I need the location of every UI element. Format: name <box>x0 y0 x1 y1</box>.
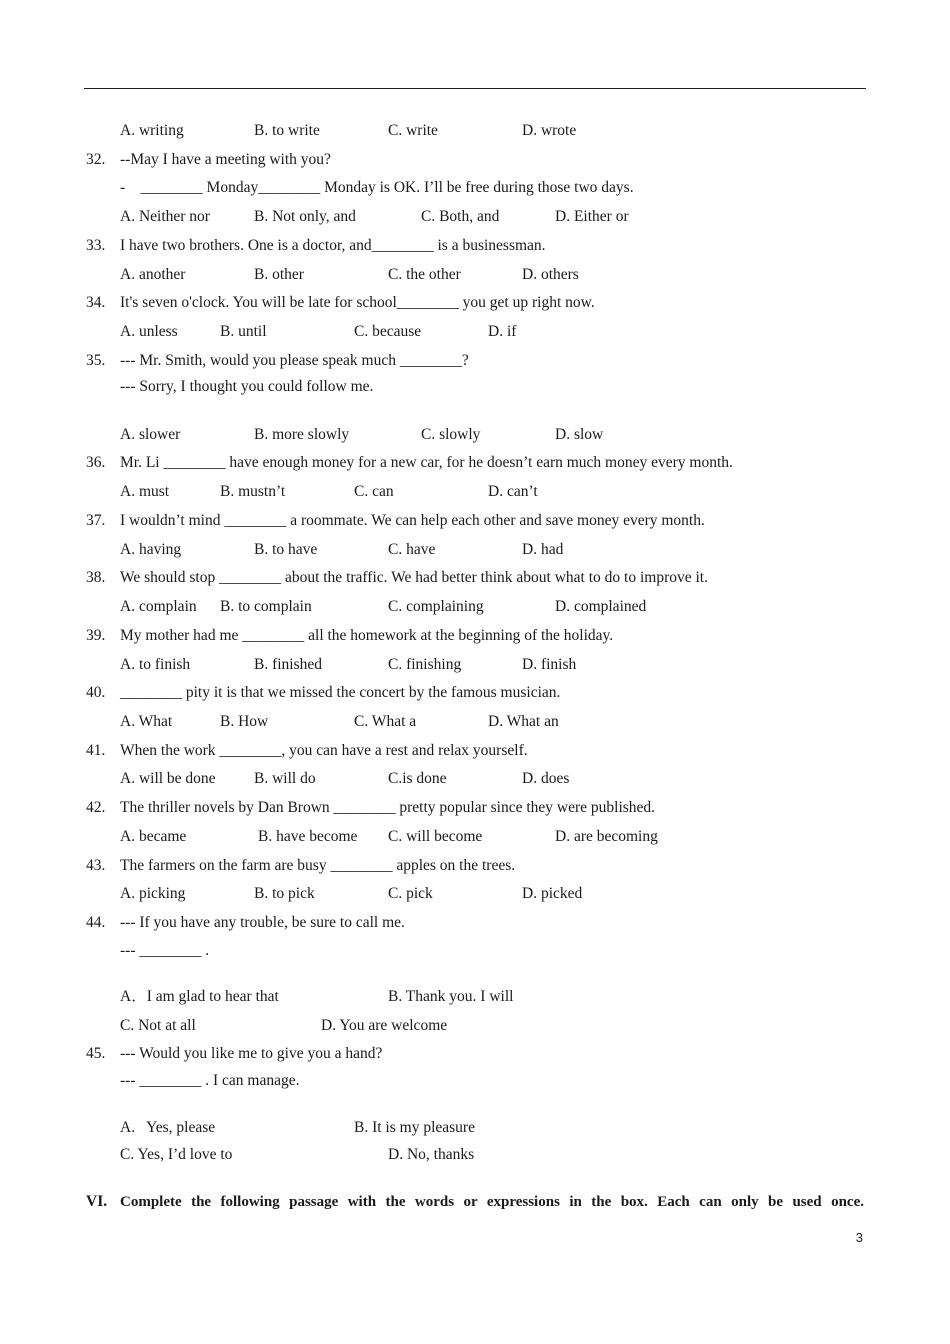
q33-option-c: C. the other <box>388 266 461 283</box>
q40-stem: ________ pity it is that we missed the concert by the famous musician. <box>120 684 561 701</box>
q39-option-b: B. finished <box>254 656 323 673</box>
q38-option-b: B. to complain <box>220 598 312 615</box>
q34-option-a: A. unless <box>120 323 178 340</box>
q32-option-b: B. Not only, and <box>254 208 356 225</box>
q36-stem: Mr. Li ________ have enough money for a new car, for he doesn’t earn much money every month. <box>120 454 733 471</box>
q43-number: 43. <box>86 857 106 874</box>
q40-option-b: B. How <box>220 713 269 730</box>
q42-number: 42. <box>86 799 106 816</box>
q42-option-a: A. became <box>120 828 187 845</box>
q33-option-d: D. others <box>522 266 579 283</box>
q36-number: 36. <box>86 454 106 471</box>
q31-option-b: B. to write <box>254 122 320 139</box>
q40-option-a: A. What <box>120 713 173 730</box>
q42-option-c: C. will become <box>388 828 483 845</box>
q45-option-d: D. No, thanks <box>388 1146 475 1163</box>
q42-stem: The thriller novels by Dan Brown ________ pretty popular since they were published. <box>120 799 656 816</box>
q35-number: 35. <box>86 352 106 369</box>
q35-option-a: A. slower <box>120 426 181 443</box>
q44-option-d: D. You are welcome <box>321 1017 448 1034</box>
q45-option-a: A. Yes, please <box>120 1119 216 1136</box>
q33-option-a: A. another <box>120 266 186 283</box>
section-vi-number: VI. <box>86 1193 108 1210</box>
q32-line2: - ________ Monday________ Monday is OK. I’ll be free during those two days. <box>120 179 634 196</box>
q38-stem: We should stop ________ about the traffic. We had better think about what to do to improve it. <box>120 569 708 586</box>
q45-option-c: C. Yes, I’d love to <box>120 1146 233 1163</box>
section-vi-instructions: Complete the following passage with the words or expressions in the box. Each can only be used once. <box>120 1194 864 1210</box>
q33-option-b: B. other <box>254 266 304 283</box>
q44-option-c: C. Not at all <box>120 1017 196 1034</box>
q39-number: 39. <box>86 627 106 644</box>
q41-option-a: A. will be done <box>120 770 216 787</box>
q40-option-c: C. What a <box>354 713 417 730</box>
q41-option-c: C.is done <box>388 770 447 787</box>
q41-number: 41. <box>86 742 106 759</box>
q41-option-b: B. will do <box>254 770 316 787</box>
q35-option-b: B. more slowly <box>254 426 350 443</box>
q45-number: 45. <box>86 1045 106 1062</box>
q34-option-b: B. until <box>220 323 267 340</box>
q39-option-d: D. finish <box>522 656 577 673</box>
q31-option-a: A. writing <box>120 122 184 139</box>
q33-number: 33. <box>86 237 106 254</box>
q42-option-d: D. are becoming <box>555 828 658 845</box>
q44-option-a: A．I am glad to hear that <box>120 988 279 1005</box>
header-rule <box>84 88 866 89</box>
q34-number: 34. <box>86 294 106 311</box>
q36-option-b: B. mustn’t <box>220 483 286 500</box>
q32-option-c: C. Both, and <box>421 208 500 225</box>
q36-option-a: A. must <box>120 483 170 500</box>
q37-option-d: D. had <box>522 541 564 558</box>
q36-option-c: C. can <box>354 483 394 500</box>
q31-option-c: C. write <box>388 122 438 139</box>
q44-number: 44. <box>86 914 106 931</box>
q45-line2: --- ________ . I can manage. <box>120 1072 300 1089</box>
q38-option-c: C. complaining <box>388 598 484 615</box>
q38-option-d: D. complained <box>555 598 647 615</box>
q36-option-d: D. can’t <box>488 483 538 500</box>
q43-stem: The farmers on the farm are busy ________ apples on the trees. <box>120 857 516 874</box>
q39-stem: My mother had me ________ all the homework at the beginning of the holiday. <box>120 627 614 644</box>
q39-option-a: A. to finish <box>120 656 191 673</box>
q40-number: 40. <box>86 684 106 701</box>
q44-stem: --- If you have any trouble, be sure to call me. <box>120 914 405 931</box>
q39-option-c: C. finishing <box>388 656 462 673</box>
q38-number: 38. <box>86 569 106 586</box>
q45-option-b: B. It is my pleasure <box>354 1119 475 1136</box>
q40-option-d: D. What an <box>488 713 559 730</box>
q37-option-b: B. to have <box>254 541 318 558</box>
q43-option-b: B. to pick <box>254 885 315 902</box>
q38-option-a: A. complain <box>120 598 197 615</box>
q37-number: 37. <box>86 512 106 529</box>
q37-stem: I wouldn’t mind ________ a roommate. We can help each other and save money every month. <box>120 512 705 529</box>
q35-option-d: D. slow <box>555 426 604 443</box>
q43-option-a: A. picking <box>120 885 186 902</box>
q35-stem: --- Mr. Smith, would you please speak much ________? <box>120 352 469 369</box>
q32-option-a: A. Neither nor <box>120 208 210 225</box>
q35-line2: --- Sorry, I thought you could follow me. <box>120 378 374 395</box>
q32-stem: --May I have a meeting with you? <box>120 151 331 168</box>
q34-option-d: D. if <box>488 323 517 340</box>
q34-option-c: C. because <box>354 323 422 340</box>
q32-option-d: D. Either or <box>555 208 629 225</box>
q44-line2: --- ________ . <box>120 942 210 959</box>
q43-option-c: C. pick <box>388 885 433 902</box>
q31-option-d: D. wrote <box>522 122 577 139</box>
q32-number: 32. <box>86 151 106 168</box>
q41-option-d: D. does <box>522 770 570 787</box>
q34-stem: It's seven o'clock. You will be late for school________ you get up right now. <box>120 294 595 311</box>
q43-option-d: D. picked <box>522 885 583 902</box>
q41-stem: When the work ________, you can have a rest and relax yourself. <box>120 742 528 759</box>
page-number: 3 <box>855 1230 863 1245</box>
q44-option-b: B. Thank you. I will <box>388 988 514 1005</box>
q42-option-b: B. have become <box>258 828 358 845</box>
q37-option-a: A. having <box>120 541 182 558</box>
q35-option-c: C. slowly <box>421 426 481 443</box>
q37-option-c: C. have <box>388 541 436 558</box>
q33-stem: I have two brothers. One is a doctor, and________ is a businessman. <box>120 237 546 254</box>
q45-stem: --- Would you like me to give you a hand? <box>120 1045 383 1062</box>
